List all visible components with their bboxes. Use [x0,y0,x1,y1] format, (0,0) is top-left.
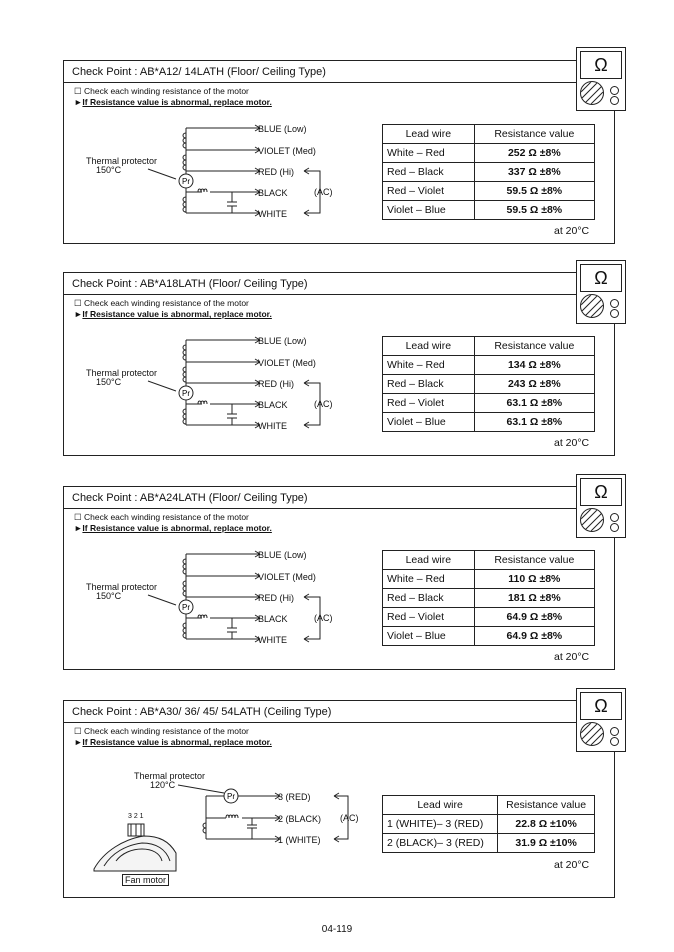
jack-icon [610,86,619,95]
pr-symbol: Pr [227,792,235,801]
wire-label-red: RED (Hi) [258,593,294,603]
value-cell: 243 Ω ±8% [474,375,594,394]
connector-pin-label: 3 2 1 [128,813,144,820]
check-point-panel-3 [63,486,615,670]
page-number: 04-119 [321,924,353,935]
ac-label: (AC) [340,813,359,823]
pr-symbol: Pr [182,389,190,398]
wire-label-violet: VIOLET (Med) [258,146,316,156]
wire-label-red: RED (Hi) [258,379,294,389]
note-check: Check each winding resistance of the motor [84,298,249,308]
multimeter-icon [576,688,626,752]
wire-label-black: 2 (BLACK) [278,814,322,824]
lead-wire-header: Lead wire [383,337,475,356]
ac-label: (AC) [314,187,333,197]
note-abnormal: If Resistance value is abnormal, replace motor. [82,97,272,107]
table-row [383,413,595,432]
wire-label-black: BLACK [258,188,288,198]
dial-icon [580,81,604,105]
lead-cell: Red – Black [383,163,475,182]
table-row [383,570,595,589]
pr-symbol: Pr [182,177,190,186]
wire-label-violet: VIOLET (Med) [258,572,316,582]
jack-icon [610,737,619,746]
lead-cell: Red – Black [383,375,475,394]
note-check: Check each winding resistance of the motor [84,86,249,96]
wire-label-white: WHITE [258,209,287,219]
arrow-icon: ► [74,523,83,533]
table-row [383,182,595,201]
checkbox-icon: ☐ [74,298,82,308]
multimeter-icon [576,474,626,538]
wire-label-black: BLACK [258,400,288,410]
wire-label-blue: BLUE (Low) [258,550,307,560]
wire-label-blue: BLUE (Low) [258,336,307,346]
value-cell: 64.9 Ω ±8% [474,627,594,646]
table-row [383,627,595,646]
lead-wire-header: Lead wire [383,796,498,815]
multimeter-icon [576,47,626,111]
jack-icon [610,727,619,736]
wiring-diagram [64,61,364,243]
thermal-protector-label: Thermal protector [86,368,158,378]
ohm-icon: Ω [580,692,622,720]
value-cell: 134 Ω ±8% [474,356,594,375]
resistance-table [382,124,595,220]
fan-motor-label: Fan motor [122,874,169,886]
wiring-diagram [64,487,364,669]
lead-cell: Red – Violet [383,182,475,201]
wire-label-white: WHITE [258,635,287,645]
resistance-table [382,795,595,853]
pr-symbol: Pr [182,603,190,612]
lead-wire-header: Lead wire [383,125,475,144]
multimeter-icon [576,260,626,324]
value-cell: 63.1 Ω ±8% [474,413,594,432]
value-cell: 22.8 Ω ±10% [498,815,595,834]
arrow-icon: ► [74,97,83,107]
table-row [383,608,595,627]
ac-label: (AC) [314,399,333,409]
wire-label-white: WHITE [258,421,287,431]
jack-icon [610,523,619,532]
ac-label: (AC) [314,613,333,623]
thermal-temp: 150°C [96,165,122,175]
temperature-note: at 20°C [554,225,590,237]
wire-label-red: RED (Hi) [258,167,294,177]
wiring-diagram [64,273,364,455]
note-check: Check each winding resistance of the motor [84,726,249,736]
table-row [383,394,595,413]
wiring-diagram [64,701,374,897]
resistance-header: Resistance value [474,551,594,570]
value-cell: 110 Ω ±8% [474,570,594,589]
jack-icon [610,299,619,308]
table-row [383,834,595,853]
resistance-header: Resistance value [474,337,594,356]
note-abnormal: If Resistance value is abnormal, replace motor. [82,523,272,533]
value-cell: 63.1 Ω ±8% [474,394,594,413]
dial-icon [580,508,604,532]
resistance-header: Resistance value [498,796,595,815]
lead-cell: White – Red [383,356,475,375]
dial-icon [580,294,604,318]
checkbox-icon: ☐ [74,726,82,736]
check-point-panel-1 [63,60,615,244]
checkbox-icon: ☐ [74,512,82,522]
lead-cell: Violet – Blue [383,627,475,646]
wire-label-black: BLACK [258,614,288,624]
table-row [383,356,595,375]
table-row [383,201,595,220]
wire-label-white: 1 (WHITE) [278,835,321,845]
lead-cell: White – Red [383,570,475,589]
ohm-icon: Ω [580,478,622,506]
thermal-temp: 150°C [96,591,122,601]
panel-title: Check Point : AB*A24LATH (Floor/ Ceiling Type) [64,487,577,509]
wire-label-red: 3 (RED) [278,792,311,802]
resistance-table [382,550,595,646]
ohm-icon: Ω [580,51,622,79]
table-row [383,163,595,182]
temperature-note: at 20°C [554,651,590,663]
lead-cell: 2 (BLACK)– 3 (RED) [383,834,498,853]
temperature-note: at 20°C [554,859,590,871]
thermal-protector-label: Thermal protector [134,771,206,781]
value-cell: 64.9 Ω ±8% [474,608,594,627]
panel-title: Check Point : AB*A18LATH (Floor/ Ceiling Type) [64,273,577,295]
value-cell: 59.5 Ω ±8% [474,201,594,220]
arrow-icon: ► [74,309,83,319]
lead-cell: White – Red [383,144,475,163]
table-row [383,815,595,834]
check-point-panel-4 [63,700,615,898]
temperature-note: at 20°C [554,437,590,449]
table-row [383,144,595,163]
jack-icon [610,513,619,522]
panel-title: Check Point : AB*A12/ 14LATH (Floor/ Ceiling Type) [64,61,577,83]
dial-icon [580,722,604,746]
value-cell: 59.5 Ω ±8% [474,182,594,201]
table-row [383,589,595,608]
value-cell: 181 Ω ±8% [474,589,594,608]
panel-title: Check Point : AB*A30/ 36/ 45/ 54LATH (Ceiling Type) [64,701,577,723]
check-point-panel-2 [63,272,615,456]
note-abnormal: If Resistance value is abnormal, replace motor. [82,737,272,747]
lead-cell: Red – Black [383,589,475,608]
value-cell: 31.9 Ω ±10% [498,834,595,853]
lead-cell: Violet – Blue [383,201,475,220]
lead-cell: Red – Violet [383,608,475,627]
note-abnormal: If Resistance value is abnormal, replace motor. [82,309,272,319]
ohm-icon: Ω [580,264,622,292]
lead-cell: Violet – Blue [383,413,475,432]
value-cell: 337 Ω ±8% [474,163,594,182]
thermal-temp: 120°C [150,780,176,790]
thermal-protector-label: Thermal protector [86,156,158,166]
note-check: Check each winding resistance of the motor [84,512,249,522]
checkbox-icon: ☐ [74,86,82,96]
thermal-protector-label: Thermal protector [86,582,158,592]
lead-wire-header: Lead wire [383,551,475,570]
resistance-table [382,336,595,432]
thermal-temp: 150°C [96,377,122,387]
value-cell: 252 Ω ±8% [474,144,594,163]
wire-label-blue: BLUE (Low) [258,124,307,134]
jack-icon [610,309,619,318]
lead-cell: 1 (WHITE)– 3 (RED) [383,815,498,834]
table-row [383,375,595,394]
resistance-header: Resistance value [474,125,594,144]
jack-icon [610,96,619,105]
arrow-icon: ► [74,737,83,747]
lead-cell: Red – Violet [383,394,475,413]
wire-label-violet: VIOLET (Med) [258,358,316,368]
